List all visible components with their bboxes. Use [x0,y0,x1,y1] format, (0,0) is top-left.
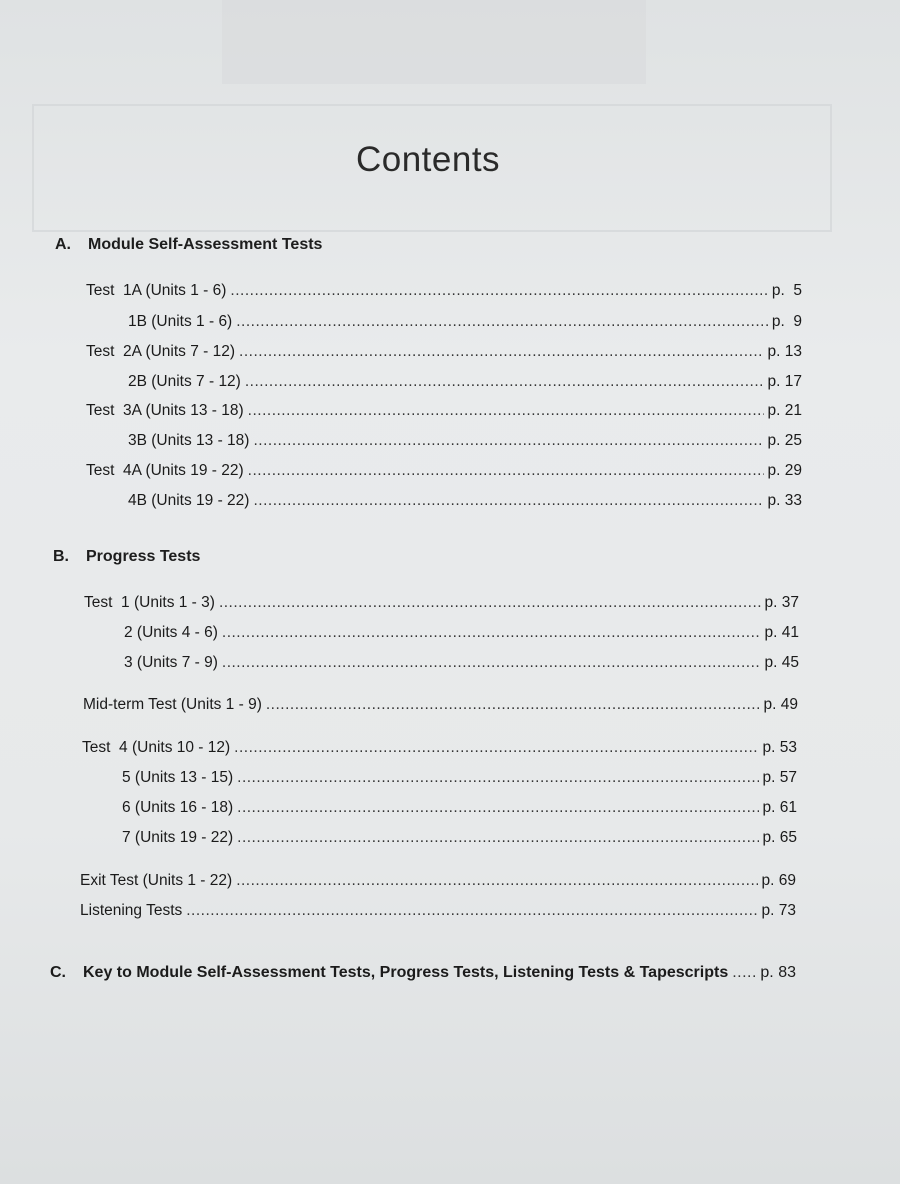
toc-entry-label: 5 (Units 13 - 15) [122,769,234,786]
toc-entry[interactable] [124,652,799,674]
toc-entry[interactable] [80,870,796,892]
toc-entry[interactable] [128,490,802,512]
leader-dots [245,371,764,393]
toc-entry-page: p. 73 [761,902,796,919]
leader-dots [237,767,758,789]
toc-entry-label: 3B (Units 13 - 18) [128,432,250,449]
toc-entry[interactable] [128,311,802,333]
toc-entry-page: p. 49 [763,696,798,713]
leader-dots [239,341,763,363]
leader-dots [230,280,767,302]
toc-entry[interactable] [128,371,802,393]
toc-entry-page: p. 61 [762,799,797,816]
toc-entry[interactable] [124,622,799,644]
leader-dots [222,652,761,674]
section-c-title: Key to Module Self-Assessment Tests, Progress Tests, Listening Tests & Tapescripts [83,964,729,981]
toc-entry-page: p. 37 [764,594,799,611]
section-b-heading [53,548,200,566]
leader-dots [253,490,763,512]
toc-entry-page: p. 69 [761,872,796,889]
toc-entry-label: 6 (Units 16 - 18) [122,799,234,816]
section-a-heading [55,236,322,254]
leader-dots [237,827,758,849]
leader-dots [222,622,761,644]
leader-dots [236,870,757,892]
toc-entry-page: p. 13 [767,343,802,360]
section-b-title: Progress Tests [86,548,201,565]
toc-entry-page: p. 33 [767,492,802,509]
toc-entry-page: p. 21 [767,402,802,419]
toc-entry-label: 1B (Units 1 - 6) [128,313,233,330]
toc-entry-page: p. 29 [767,462,802,479]
toc-entry[interactable] [86,280,802,302]
leader-dots [253,430,763,452]
leader-dots [219,592,761,614]
leader-dots [248,400,764,422]
toc-entry[interactable] [86,400,802,422]
toc-entry-label: 3 (Units 7 - 9) [124,654,218,671]
bleed-through-banner [222,0,646,84]
section-a-letter: A. [55,236,71,253]
section-c-page: p. 83 [760,964,796,981]
toc-entry-label: Test 2A (Units 7 - 12) [86,343,236,360]
toc-entry-label: 4B (Units 19 - 22) [128,492,250,509]
toc-entry-label: 7 (Units 19 - 22) [122,829,234,846]
toc-entry-label: Exit Test (Units 1 - 22) [80,872,233,889]
toc-entry[interactable] [84,592,799,614]
toc-entry-page: p. 65 [762,829,797,846]
section-c-entry[interactable] [50,962,796,984]
toc-entry-label: Test 1 (Units 1 - 3) [84,594,215,611]
toc-entry-page: p. 53 [762,739,797,756]
toc-entry[interactable] [83,694,798,716]
toc-entry-page: p. 41 [764,624,799,641]
section-b-letter: B. [53,548,69,565]
toc-entry-page: p. 9 [771,313,802,330]
page-title: Contents [355,140,501,179]
toc-entry[interactable] [122,797,797,819]
toc-entry-label: Test 3A (Units 13 - 18) [86,402,244,419]
toc-entry-label: 2 (Units 4 - 6) [124,624,218,641]
leader-dots [236,311,768,333]
toc-entry-label: Listening Tests [80,902,183,919]
toc-entry-label: 2B (Units 7 - 12) [128,373,241,390]
toc-entry[interactable] [80,900,796,922]
leader-dots [237,797,758,819]
toc-entry-label: Test 4 (Units 10 - 12) [82,739,231,756]
toc-entry[interactable] [122,827,797,849]
toc-entry-page: p. 57 [762,769,797,786]
toc-entry-label: Test 1A (Units 1 - 6) [86,282,227,299]
section-c-letter: C. [50,964,66,981]
toc-entry-page: p. 5 [771,282,802,299]
toc-entry[interactable] [86,460,802,482]
toc-entry[interactable] [122,767,797,789]
leader-dots [234,737,758,759]
toc-entry[interactable] [86,341,802,363]
leader-dots [186,900,757,922]
toc-entry[interactable] [128,430,802,452]
toc-entry-label: Test 4A (Units 19 - 22) [86,462,244,479]
toc-entry-page: p. 25 [767,432,802,449]
leader-dots [248,460,764,482]
section-a-title: Module Self-Assessment Tests [88,236,323,253]
toc-entry-label: Mid-term Test (Units 1 - 9) [83,696,262,713]
leader-dots [732,962,756,984]
toc-entry[interactable] [82,737,797,759]
leader-dots [266,694,760,716]
toc-entry-page: p. 45 [764,654,799,671]
toc-entry-page: p. 17 [767,373,802,390]
